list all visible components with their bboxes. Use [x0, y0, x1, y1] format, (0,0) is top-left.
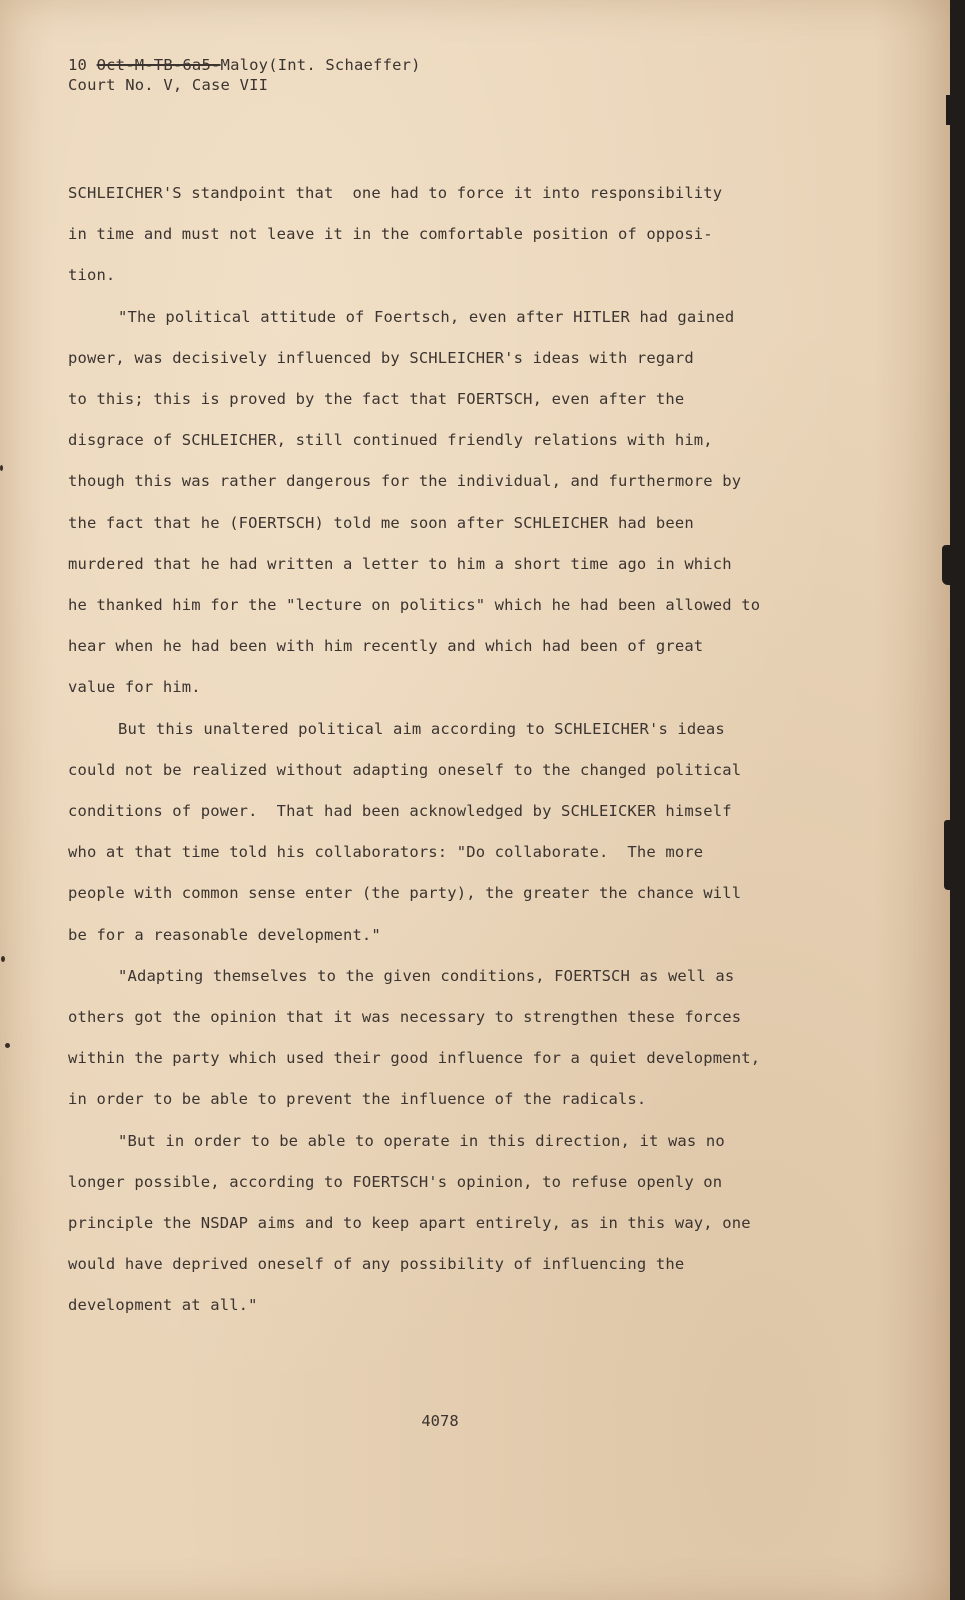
header-date: 10 [68, 56, 97, 74]
text-line: value for him. [68, 678, 201, 697]
text-line: conditions of power. That had been acknowledged by SCHLEICKER himself [68, 802, 732, 821]
text-line: could not be realized without adapting oneself to the changed political [68, 760, 742, 779]
text-line: development at all." [68, 1296, 258, 1315]
header-struck-code: Oct-M-TB-6a5- [96, 56, 221, 74]
text-line: longer possible, according to FOERTSCH's opinion, to refuse openly on [68, 1172, 723, 1191]
text-line: in time and must not leave it in the comfortable position of opposi- [68, 225, 713, 244]
document-body [68, 173, 848, 1327]
ink-speck [0, 465, 3, 471]
text-line: he thanked him for the "lecture on politics" which he had been allowed to [68, 596, 761, 615]
text-line: who at that time told his collaborators: "Do collaborate. The more [68, 843, 704, 862]
paragraph-3 [68, 709, 848, 956]
text-line: principle the NSDAP aims and to keep apart entirely, as in this way, one [68, 1214, 751, 1233]
text-line: SCHLEICHER'S standpoint that one had to force it into responsibility [68, 184, 723, 202]
paragraph-2 [68, 297, 848, 709]
text-line: power, was decisively influenced by SCHLEICHER's ideas with regard [68, 348, 694, 367]
text-line: "But in order to be able to operate in this direction, it was no [118, 1131, 725, 1150]
text-line: though this was rather dangerous for the individual, and furthermore by [68, 472, 742, 491]
paragraph-5 [68, 1121, 848, 1327]
scan-border [950, 0, 965, 1600]
text-line: "The political attitude of Foertsch, even after HITLER had gained [118, 307, 735, 326]
ink-speck [1, 956, 5, 962]
text-line: within the party which used their good influence for a quiet development, [68, 1049, 761, 1068]
text-line: be for a reasonable development." [68, 925, 381, 944]
text-line: would have deprived oneself of any possibility of influencing the [68, 1255, 685, 1274]
text-line: But this unaltered political aim according to SCHLEICHER's ideas [118, 719, 725, 738]
ink-speck [5, 1043, 10, 1048]
header-reference: Maloy(Int. Schaeffer) [220, 56, 421, 74]
text-line: others got the opinion that it was necessary to strengthen these forces [68, 1008, 742, 1027]
text-line: tion. [68, 266, 116, 285]
text-line: in order to be able to prevent the influence of the radicals. [68, 1090, 647, 1109]
text-line: to this; this is proved by the fact that FOERTSCH, even after the [68, 390, 685, 409]
text-line: "Adapting themselves to the given conditions, FOERTSCH as well as [118, 966, 735, 985]
document-header [68, 55, 421, 95]
text-line: disgrace of SCHLEICHER, still continued friendly relations with him, [68, 431, 713, 450]
text-line: the fact that he (FOERTSCH) told me soon after SCHLEICHER had been [68, 513, 694, 532]
edge-tear [942, 545, 950, 585]
text-line: murdered that he had written a letter to him a short time ago in which [68, 554, 732, 573]
header-court-case: Court No. V, Case VII [68, 76, 269, 94]
text-line: hear when he had been with him recently and which had been of great [68, 637, 704, 656]
paragraph-4 [68, 956, 848, 1121]
paragraph-1 [68, 173, 848, 297]
page-number: 4078 [421, 1412, 459, 1430]
text-line: people with common sense enter (the party), the greater the chance will [68, 884, 742, 903]
